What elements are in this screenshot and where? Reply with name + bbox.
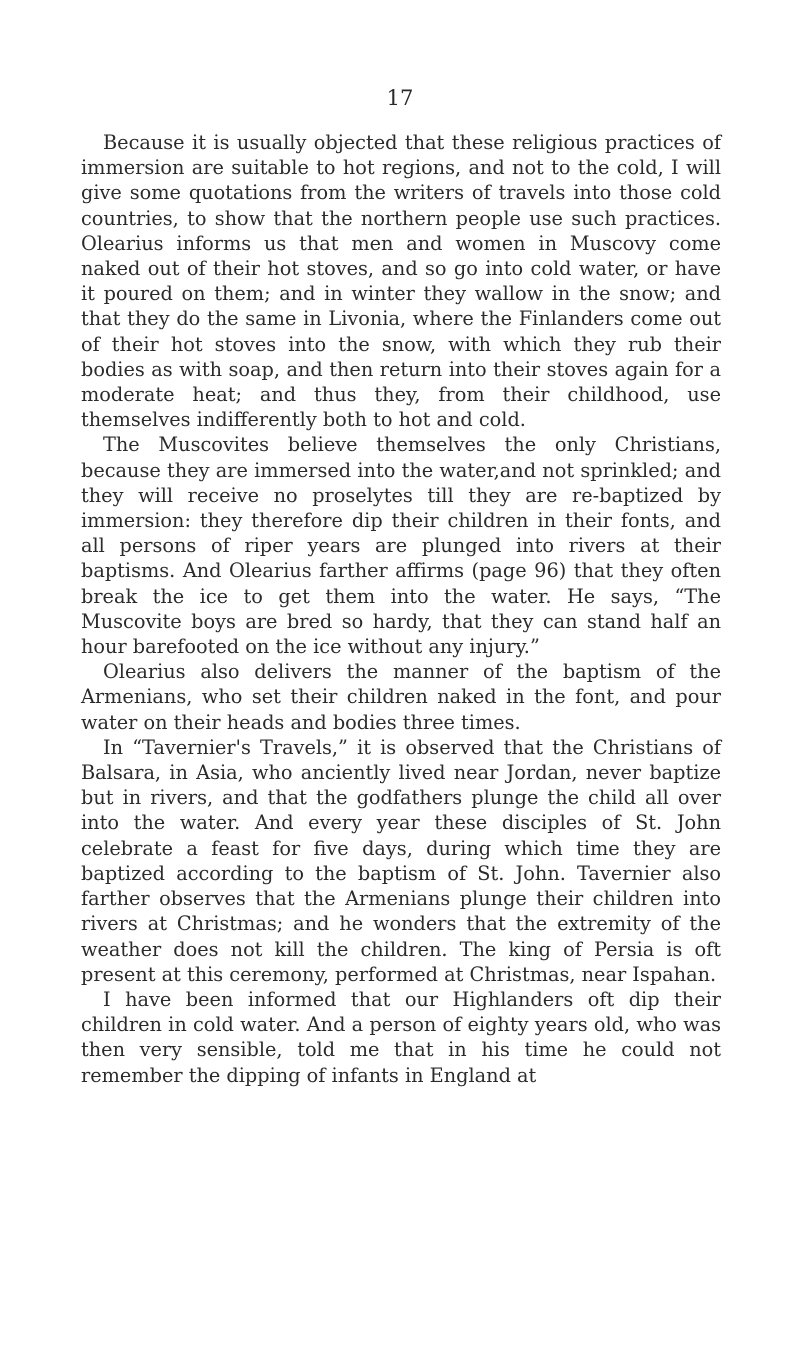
paragraph-2: The Muscovites believe themselves the only Christians, because they are immersed into the water,and not sprinkled; and they will receive no proselytes till they are re-baptized by immersion: they therefore dip their children in their fonts, and all persons of riper years are plunged into rivers at their baptisms. And Olearius farther affirms (page 96) that they often break the ice to get them into the water. He says, “The Muscovite boys are bred so hardy, that they can stand half an hour barefooted on the ice without any injury.” [81,433,721,659]
paragraph-5: I have been informed that our Highlanders oft dip their children in cold water. And a person of eighty years old, who was then very sensible, told me that in his time he could not remember the dipping of infants in England at [81,987,721,1087]
paragraph-1: Because it is usually objected that these religious practices of immersion are suitable to hot regions, and not to the cold, I will give some quotations from the writers of travels into those cold countries, to show that the northern people use such practices. Olearius informs us that men and women in Muscovy come naked out of their hot stoves, and so go into cold water, or have it poured on them; and in winter they wallow in the snow; and that they do the same in Livonia, where the Finlanders come out of their hot stoves into the snow, with which they rub their bodies as with soap, and then return into their stoves again for a moderate heat; and thus they, from their childhood, use themselves indifferently both to hot and cold. [81,131,721,432]
page-number: 17 [386,86,414,110]
paragraph-3: Olearius also delivers the manner of the baptism of the Armenians, who set their children naked in the font, and pour water on their heads and bodies three times. [81,660,721,734]
paragraph-4: In “Tavernier's Travels,” it is observed that the Christians of Balsara, in Asia, who anciently lived near Jordan, never baptize but in rivers, and that the godfathers plunge the child all over into the water. And every year these disciples of St. John celebrate a feast for five days, during which time they are baptized according to the baptism of St. John. Tavernier also farther observes that the Armenians plunge their children into rivers at Christmas; and he wonders that the extremity of the weather does not kill the children. The king of Persia is oft present at this ceremony, performed at Christmas, near Ispahan. [81,735,721,986]
body-text [81,130,721,1088]
